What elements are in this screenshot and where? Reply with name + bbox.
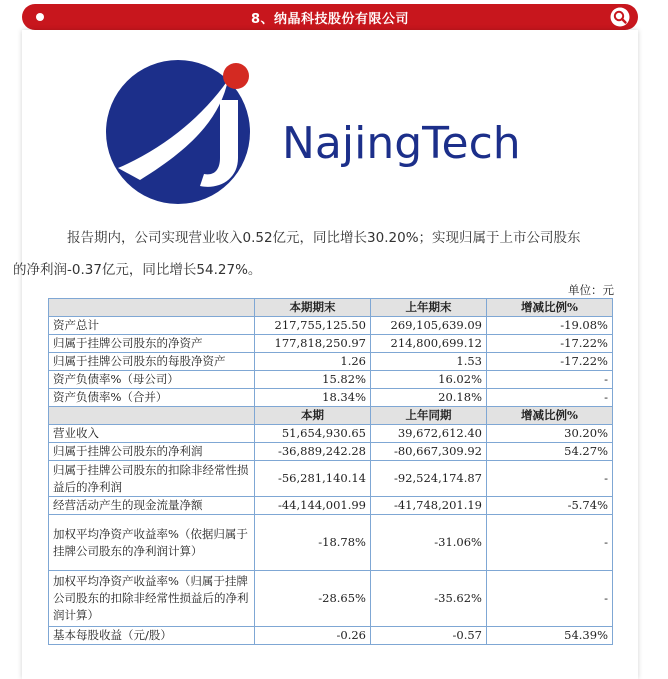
dot-icon [36, 13, 44, 21]
table-row [49, 571, 613, 627]
table-row [49, 371, 613, 389]
row-label: 基本每股收益（元/股） [49, 627, 255, 645]
row-value: 269,105,639.09 [371, 317, 487, 335]
row-value: -5.74% [487, 497, 613, 515]
row-value: 217,755,125.50 [255, 317, 371, 335]
row-label: 资产负债率%（合并） [49, 389, 255, 407]
row-value: -80,667,309.92 [371, 443, 487, 461]
row-value: 54.39% [487, 627, 613, 645]
table-row [49, 461, 613, 497]
row-label: 加权平均净资产收益率%（归属于挂牌公司股东的扣除非经常性损益后的净利润计算） [49, 571, 255, 627]
row-value: -36,889,242.28 [255, 443, 371, 461]
table-header-cell: 本期 [255, 407, 371, 425]
row-value: -44,144,001.99 [255, 497, 371, 515]
row-value: 39,672,612.40 [371, 425, 487, 443]
table-header-cell: 增减比例% [487, 299, 613, 317]
row-value: 1.53 [371, 353, 487, 371]
row-value: -0.57 [371, 627, 487, 645]
table-header-cell: 本期期末 [255, 299, 371, 317]
row-label: 经营活动产生的现金流量净额 [49, 497, 255, 515]
row-value: 30.20% [487, 425, 613, 443]
search-icon[interactable] [610, 7, 630, 27]
row-label: 归属于挂牌公司股东的扣除非经常性损益后的净利润 [49, 461, 255, 497]
row-value: 20.18% [371, 389, 487, 407]
header-bar [22, 4, 638, 30]
table-row [49, 515, 613, 571]
summary-line-2: 的净利润-0.37亿元，同比增长54.27%。 [13, 262, 262, 278]
row-value: - [487, 571, 613, 627]
row-value: -17.22% [487, 353, 613, 371]
table-row [49, 353, 613, 371]
najingtech-logo [100, 40, 540, 210]
row-value: -41,748,201.19 [371, 497, 487, 515]
row-value: 51,654,930.65 [255, 425, 371, 443]
row-value: 15.82% [255, 371, 371, 389]
row-label: 营业收入 [49, 425, 255, 443]
table-header-cell [49, 407, 255, 425]
unit-label: 单位：元 [568, 283, 614, 297]
row-value: 16.02% [371, 371, 487, 389]
summary-paragraph [13, 222, 626, 286]
row-value: 177,818,250.97 [255, 335, 371, 353]
row-value: 54.27% [487, 443, 613, 461]
row-value: -56,281,140.14 [255, 461, 371, 497]
row-value: -92,524,174.87 [371, 461, 487, 497]
row-value: -0.26 [255, 627, 371, 645]
row-label: 加权平均净资产收益率%（依据归属于挂牌公司股东的净利润计算） [49, 515, 255, 571]
row-value: -18.78% [255, 515, 371, 571]
summary-line-1: 报告期内，公司实现营业收入0.52亿元，同比增长30.20%；实现归属于上市公司股东 [67, 230, 581, 246]
table-row [49, 425, 613, 443]
row-value: - [487, 389, 613, 407]
row-value: 18.34% [255, 389, 371, 407]
row-label: 归属于挂牌公司股东的净资产 [49, 335, 255, 353]
table-row [49, 443, 613, 461]
row-value: 214,800,699.12 [371, 335, 487, 353]
row-value: - [487, 461, 613, 497]
row-label: 归属于挂牌公司股东的每股净资产 [49, 353, 255, 371]
row-value: - [487, 371, 613, 389]
row-value: -31.06% [371, 515, 487, 571]
table-row [49, 317, 613, 335]
row-value: - [487, 515, 613, 571]
table-header-row [49, 407, 613, 425]
logo-text: NajingTech [282, 118, 521, 169]
table-header-cell: 上年同期 [371, 407, 487, 425]
financial-table [48, 298, 613, 645]
table-row [49, 627, 613, 645]
row-value: -28.65% [255, 571, 371, 627]
row-value: -17.22% [487, 335, 613, 353]
row-value: 1.26 [255, 353, 371, 371]
table-header-row [49, 299, 613, 317]
row-label: 资产负债率%（母公司） [49, 371, 255, 389]
row-value: -35.62% [371, 571, 487, 627]
table-row [49, 335, 613, 353]
row-label: 资产总计 [49, 317, 255, 335]
row-label: 归属于挂牌公司股东的净利润 [49, 443, 255, 461]
page-title: 8、纳晶科技股份有限公司 [250, 11, 410, 27]
table-header-cell: 增减比例% [487, 407, 613, 425]
table-header-cell [49, 299, 255, 317]
row-value: -19.08% [487, 317, 613, 335]
table-row [49, 497, 613, 515]
table-header-cell: 上年期末 [371, 299, 487, 317]
table-row [49, 389, 613, 407]
